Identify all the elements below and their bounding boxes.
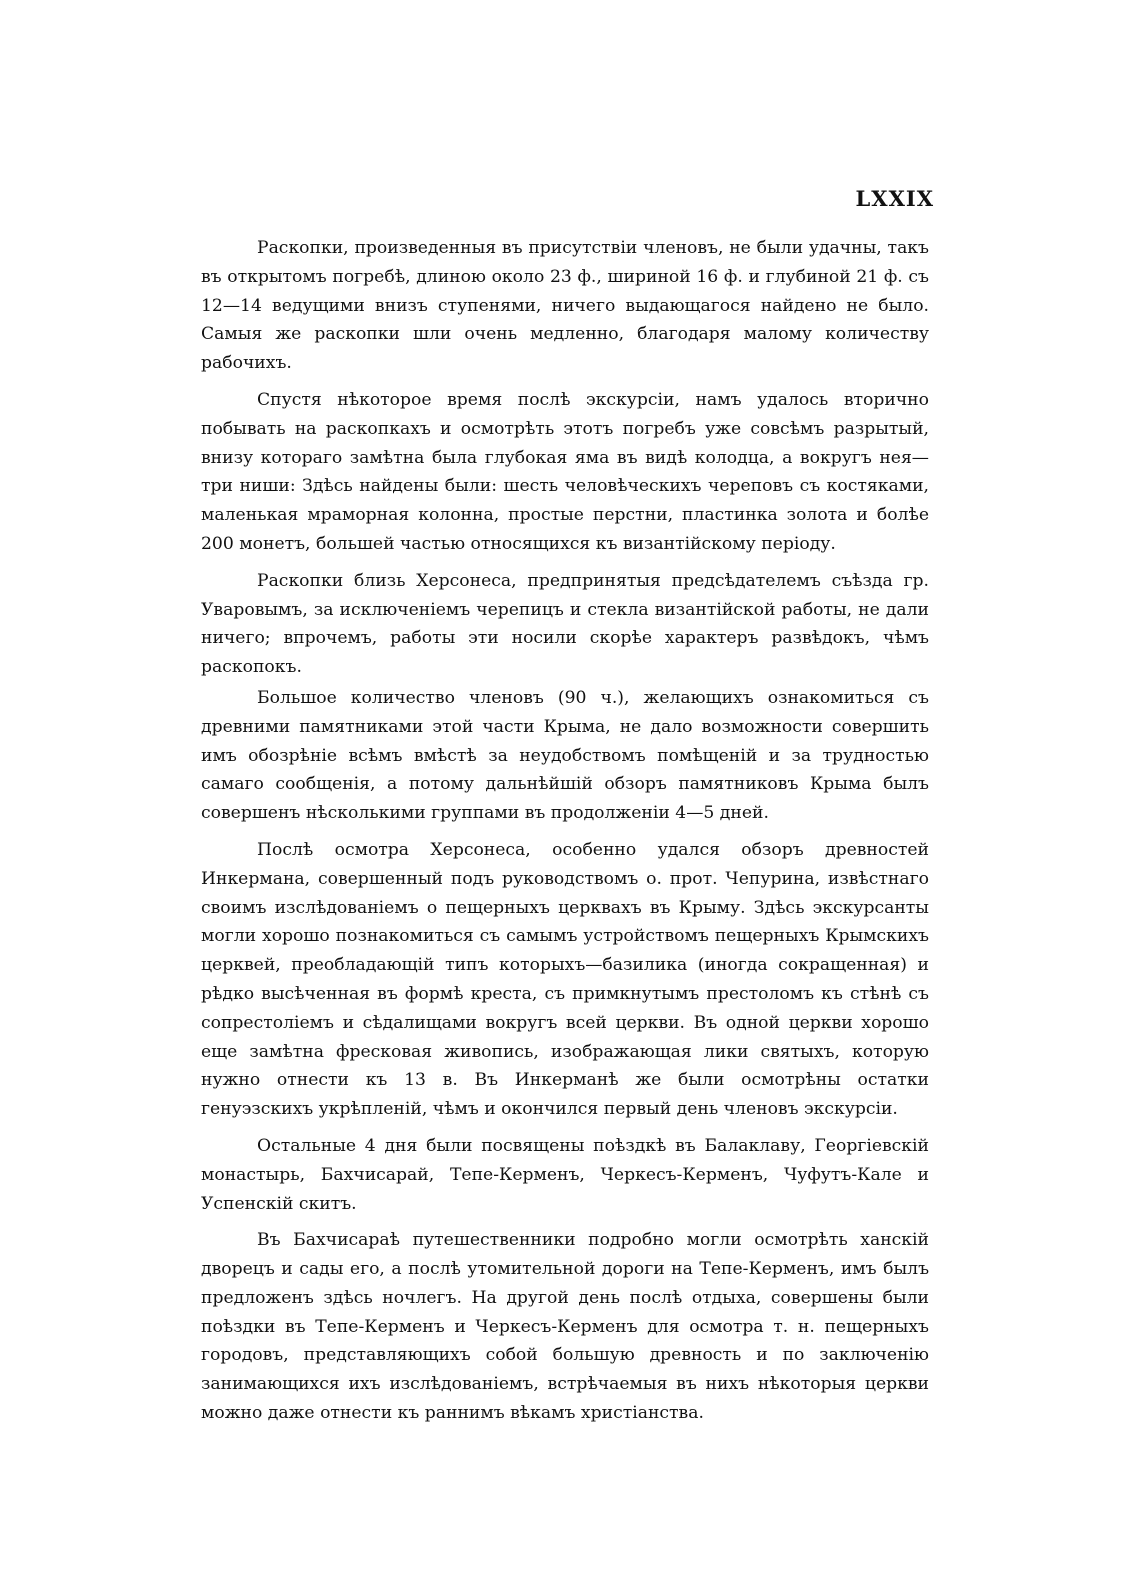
paragraph-second-visit: Спустя нѣкоторое время послѣ экскурсіи, намъ удалось вторично побывать на раскопкахъ и осмотрѣть этотъ погребъ уже совсѣмъ разрытый, внизу котораго замѣтна была глубокая яма въ видѣ колодца, а вокругъ нея—три ниши: Здѣсь найдены были: шесть человѣческихъ череповъ съ костяками, маленькая мраморная колонна, простые перстни, пластинка золота и болѣе 200 монетъ, большей частью относящихся къ византійскому періоду. — [201, 389, 929, 554]
paragraph-inkerman: Послѣ осмотра Херсонеса, особенно удался обзоръ древностей Инкермана, совершенный подъ руководствомъ о. прот. Чепурина, извѣстнаго своимъ изслѣдованіемъ о пещерныхъ церквахъ въ Крыму. Здѣсь экскурсанты могли хорошо познакомиться съ самымъ устройствомъ пещерныхъ Крымскихъ церквей, преобладающій типъ которыхъ—базилика (иногда сокращенная) и рѣдко высѣченная въ формѣ креста, съ примкнутымъ престоломъ къ стѣнѣ съ сопрестоліемъ и сѣдалищами вокругъ всей церкви. Въ одной церкви хорошо еще замѣтна фресковая живопись, изображающая лики святыхъ, которую нужно отнести къ 13 в. Въ Инкерманѣ же были осмотрѣны остатки генуэзскихъ укрѣпленій, чѣмъ и окончился первый день членовъ экскурсіи. — [201, 839, 929, 1120]
body-text — [201, 234, 929, 1428]
page-number: LXXIX — [855, 186, 934, 211]
paragraph-members-groups: Большое количество членовъ (90 ч.), желающихъ ознакомиться съ древними памятниками этой части Крыма, не дало возможности совершить имъ обозрѣніе всѣмъ вмѣстѣ за неудобствомъ помѣщеній и за трудностью самаго сообщенія, а потому дальнѣйшій обзоръ памятниковъ Крыма былъ совершенъ нѣсколькими группами въ продолженіи 4—5 дней. — [201, 687, 929, 824]
paragraph-bakhchisaray: Въ Бахчисараѣ путешественники подробно могли осмотрѣть ханскій дворецъ и сады его, а послѣ утомительной дороги на Тепе-Керменъ, имъ былъ предложенъ здѣсь ночлегъ. На другой день послѣ отдыха, совершены были поѣздки въ Тепе-Керменъ и Черкесъ-Керменъ для осмотра т. н. пещерныхъ городовъ, представляющихъ собой большую древность и по заключенію занимающихся ихъ изслѣдованіемъ, встрѣчаемыя въ нихъ нѣкоторыя церкви можно даже отнести къ раннимъ вѣкамъ христіанства. — [201, 1230, 929, 1424]
paragraph-excavations: Раскопки, произведенныя въ присутствіи членовъ, не были удачны, такъ въ открытомъ погребѣ, длиною около 23 ф., шириной 16 ф. и глубиной 21 ф. съ 12—14 ведущими внизъ ступенями, ничего выдающагося найдено не было. Самыя же раскопки шли очень медленно, благодаря малому количеству рабочихъ. — [201, 238, 929, 374]
paragraph-remaining-days: Остальные 4 дня были посвящены поѣздкѣ въ Балаклаву, Георгіевскій монастырь, Бахчисарай, Тепе-Керменъ, Черкесъ-Керменъ, Чуфутъ-Кале и Успенскій скитъ. — [201, 1135, 929, 1214]
paragraph-chersonesos-uvarov: Раскопки близь Херсонеса, предпринятыя предсѣдателемъ съѣзда гр. Уваровымъ, за исключеніемъ черепицъ и стекла византійской работы, не дали ничего; впрочемъ, работы эти носили скорѣе характеръ развѣдокъ, чѣмъ раскопокъ. — [201, 570, 929, 678]
